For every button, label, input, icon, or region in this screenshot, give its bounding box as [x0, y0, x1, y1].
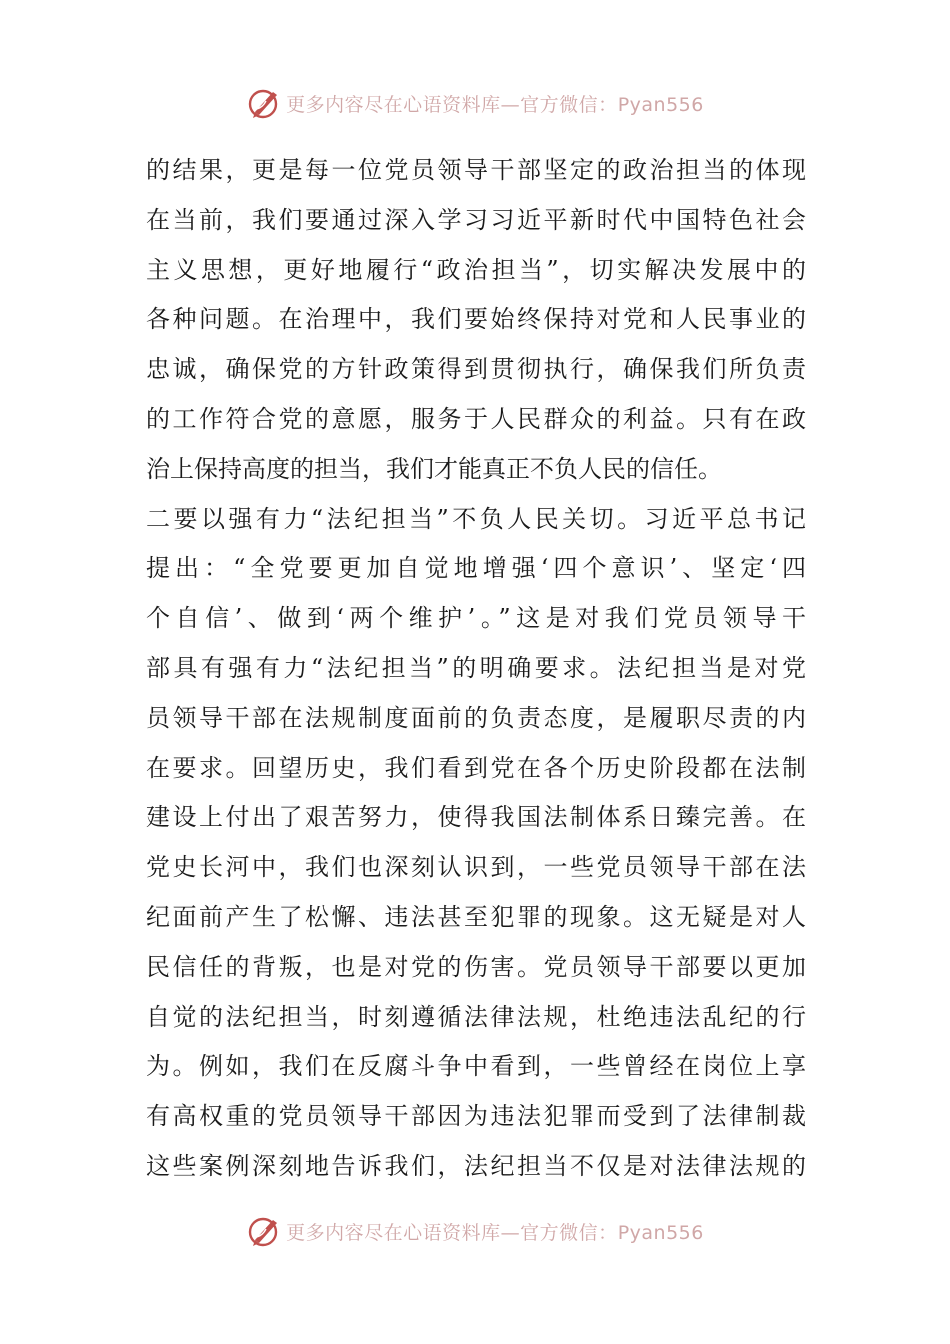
- header-watermark-banner: [0, 83, 950, 123]
- text-line: 治上保持高度的担当，我们才能真正不负人民的信任。: [146, 454, 722, 483]
- text-line: 民信任的背叛，也是对党的伤害。党员领导干部要以更加: [146, 952, 806, 981]
- text-line: 的结果，更是每一位党员领导干部坚定的政治担当的体现: [146, 156, 806, 184]
- text-line: 纪面前产生了松懈、违法甚至犯罪的现象。这无疑是对人: [146, 902, 806, 931]
- text-line: 忠诚，确保党的方针政策得到贯彻执行，确保我们所负责: [146, 355, 806, 384]
- text-line: 二要以强有力“法纪担当”不负人民关切。习近平总书记: [146, 504, 806, 533]
- text-line: 提出：“全党要更加自觉地增强‘四个意识’、坚定‘四: [146, 554, 806, 583]
- header-wechat-id: Pyan556: [617, 93, 704, 116]
- text-line: 在要求。回望历史，我们看到党在各个历史阶段都在法制: [146, 753, 806, 782]
- header-dash: —: [500, 93, 521, 116]
- footer-dash: —: [500, 1221, 521, 1244]
- text-line: 有高权重的党员领导干部因为违法犯罪而受到了法律制裁: [146, 1102, 806, 1131]
- pen-logo-icon: [246, 1213, 282, 1249]
- text-line: 自觉的法纪担当，时刻遵循法律法规，杜绝违法乱纪的行: [146, 1002, 806, 1031]
- pen-logo-icon: [246, 85, 282, 121]
- text-line: 在当前，我们要通过深入学习习近平新时代中国特色社会: [146, 205, 806, 234]
- text-line: 为。例如，我们在反腐斗争中看到，一些曾经在岗位上享: [146, 1052, 806, 1081]
- header-watermark-text: [286, 90, 704, 117]
- text-line: 员领导干部在法规制度面前的负责态度，是履职尽责的内: [146, 703, 806, 732]
- footer-watermark-banner: [0, 1211, 950, 1251]
- body-text: [146, 146, 806, 1192]
- header-site-text: 更多内容尽在心语资料库: [286, 93, 501, 116]
- text-line: 的工作符合党的意愿，服务于人民群众的利益。只有在政: [146, 404, 806, 433]
- text-line: 个自信’、做到‘两个维护’。”这是对我们党员领导干: [146, 604, 806, 633]
- footer-watermark-text: [286, 1218, 704, 1245]
- text-line: 各种问题。在治理中，我们要始终保持对党和人民事业的: [146, 305, 806, 334]
- footer-site-text: 更多内容尽在心语资料库: [286, 1221, 501, 1244]
- footer-wechat-id: Pyan556: [617, 1221, 704, 1244]
- text-line: 党史长河中，我们也深刻认识到，一些党员领导干部在法: [146, 853, 806, 882]
- text-line: 建设上付出了艰苦努力，使得我国法制体系日臻完善。在: [146, 803, 806, 832]
- text-line: 主义思想，更好地履行“政治担当”，切实解决发展中的: [146, 255, 806, 284]
- header-wechat-label: 官方微信：: [520, 93, 618, 116]
- text-line: 这些案例深刻地告诉我们，法纪担当不仅是对法律法规的: [146, 1151, 806, 1180]
- footer-wechat-label: 官方微信：: [520, 1221, 618, 1244]
- text-line: 部具有强有力“法纪担当”的明确要求。法纪担当是对党: [146, 653, 806, 682]
